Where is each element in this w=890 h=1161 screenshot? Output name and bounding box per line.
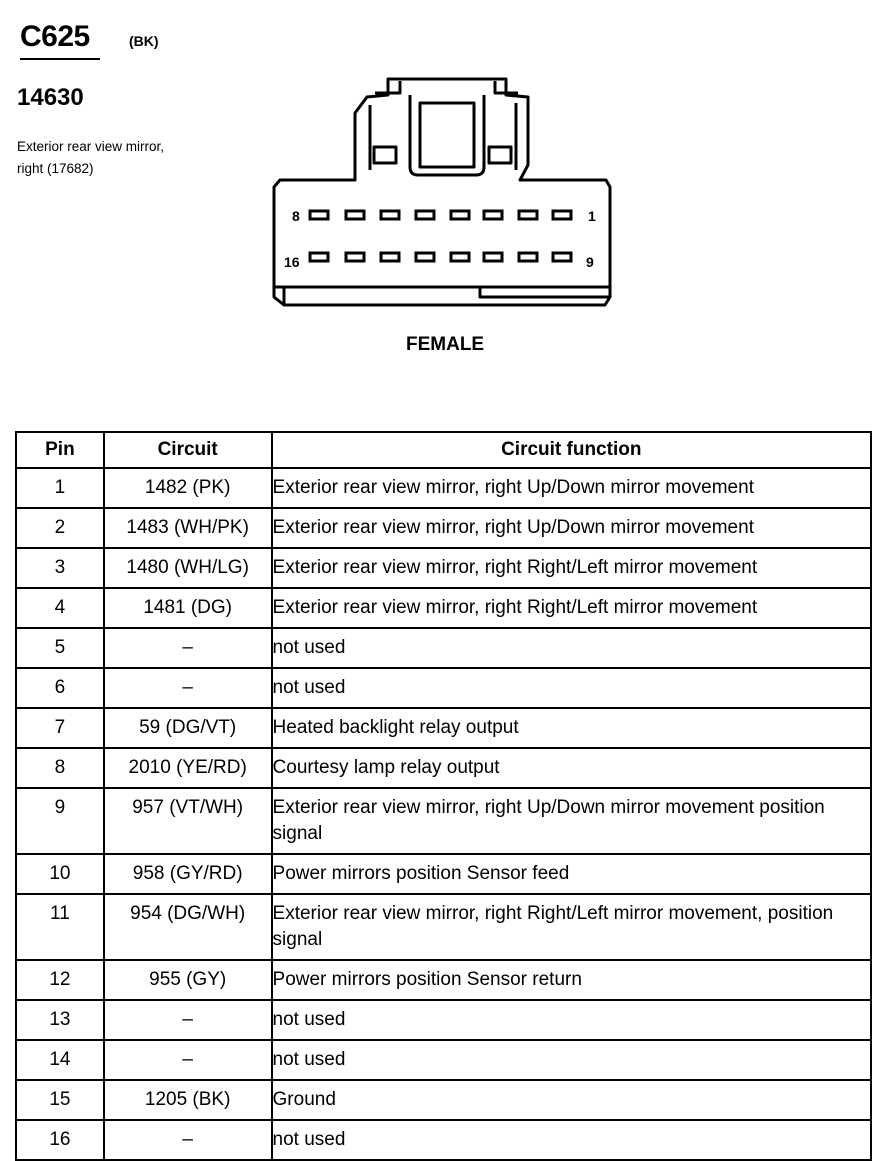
- pin-cavity-1: [553, 211, 571, 219]
- table-row: [16, 1120, 871, 1160]
- table-row: [16, 1080, 871, 1120]
- circuit-cell: 59 (DG/VT): [104, 708, 272, 748]
- pin-cavity-14: [381, 253, 399, 261]
- pin-cavity-7: [346, 211, 364, 219]
- pin-cavity-4: [451, 211, 469, 219]
- circuit-cell: 2010 (YE/RD): [104, 748, 272, 788]
- table-row: [16, 894, 871, 960]
- pin-cavity-10: [519, 253, 537, 261]
- pin-cell: 3: [16, 548, 104, 588]
- table-row: [16, 1000, 871, 1040]
- table-row: [16, 708, 871, 748]
- function-cell: Power mirrors position Sensor feed: [272, 854, 871, 894]
- pin-label-16: 16: [284, 254, 300, 270]
- pin-cavity-6: [381, 211, 399, 219]
- circuit-cell: 954 (DG/WH): [104, 894, 272, 960]
- table-row: [16, 668, 871, 708]
- pin-cavity-2: [519, 211, 537, 219]
- circuit-cell: 955 (GY): [104, 960, 272, 1000]
- pin-cell: 13: [16, 1000, 104, 1040]
- function-cell: not used: [272, 628, 871, 668]
- circuit-cell: –: [104, 1040, 272, 1080]
- pin-cavity-5: [416, 211, 434, 219]
- table-row: [16, 748, 871, 788]
- function-cell: Courtesy lamp relay output: [272, 748, 871, 788]
- function-cell: not used: [272, 668, 871, 708]
- latch-window: [420, 103, 474, 167]
- function-cell: not used: [272, 1120, 871, 1160]
- table-row: [16, 548, 871, 588]
- table-row: [16, 960, 871, 1000]
- lock-tab-left: [374, 147, 396, 163]
- pin-cavity-11: [484, 253, 502, 261]
- pin-cavity-16: [310, 253, 328, 261]
- function-cell: Exterior rear view mirror, right Up/Down mirror movement position signal: [272, 788, 871, 854]
- pin-cell: 1: [16, 468, 104, 508]
- table-row: [16, 628, 871, 668]
- pin-cell: 9: [16, 788, 104, 854]
- pin-cell: 11: [16, 894, 104, 960]
- pin-cavity-12: [451, 253, 469, 261]
- column-header-pin: Pin: [16, 432, 104, 468]
- table-row: [16, 1040, 871, 1080]
- circuit-cell: 1481 (DG): [104, 588, 272, 628]
- table-row: [16, 788, 871, 854]
- function-cell: Exterior rear view mirror, right Right/Left mirror movement: [272, 548, 871, 588]
- pin-cavity-8: [310, 211, 328, 219]
- function-cell: not used: [272, 1040, 871, 1080]
- latch-outline: [375, 81, 518, 93]
- circuit-cell: 1483 (WH/PK): [104, 508, 272, 548]
- circuit-cell: 1482 (PK): [104, 468, 272, 508]
- circuit-cell: 1205 (BK): [104, 1080, 272, 1120]
- pin-cell: 15: [16, 1080, 104, 1120]
- pin-cavity-3: [484, 211, 502, 219]
- pin-cell: 10: [16, 854, 104, 894]
- pin-label-8: 8: [292, 208, 300, 224]
- connector-gender: FEMALE: [406, 334, 485, 355]
- table-row: [16, 508, 871, 548]
- connector-color: (BK): [129, 33, 159, 49]
- column-header-circuit: Circuit: [104, 432, 272, 468]
- function-cell: Ground: [272, 1080, 871, 1120]
- pin-label-1: 1: [588, 208, 596, 224]
- connector-id: C625: [20, 20, 100, 60]
- circuit-cell: –: [104, 668, 272, 708]
- function-cell: Exterior rear view mirror, right Right/Left mirror movement, position signal: [272, 894, 871, 960]
- connector-description: Exterior rear view mirror, right (17682): [17, 139, 165, 176]
- column-header-function: Circuit function: [272, 432, 871, 468]
- pin-label-9: 9: [586, 254, 594, 270]
- table-row: [16, 854, 871, 894]
- pin-cell: 16: [16, 1120, 104, 1160]
- pin-cell: 5: [16, 628, 104, 668]
- pin-cell: 4: [16, 588, 104, 628]
- pin-cell: 8: [16, 748, 104, 788]
- table-row: [16, 468, 871, 508]
- table-row: [16, 588, 871, 628]
- circuit-cell: 957 (VT/WH): [104, 788, 272, 854]
- circuit-cell: 1480 (WH/LG): [104, 548, 272, 588]
- part-number: 14630: [17, 84, 84, 111]
- function-cell: Exterior rear view mirror, right Right/Left mirror movement: [272, 588, 871, 628]
- function-cell: not used: [272, 1000, 871, 1040]
- connector-housing: [274, 79, 610, 305]
- function-cell: Power mirrors position Sensor return: [272, 960, 871, 1000]
- function-cell: Exterior rear view mirror, right Up/Down mirror movement: [272, 508, 871, 548]
- table-header-row: [16, 432, 871, 468]
- circuit-cell: –: [104, 1120, 272, 1160]
- function-cell: Heated backlight relay output: [272, 708, 871, 748]
- pin-cell: 6: [16, 668, 104, 708]
- pin-cell: 14: [16, 1040, 104, 1080]
- pin-cavity-9: [553, 253, 571, 261]
- circuit-cell: 958 (GY/RD): [104, 854, 272, 894]
- pinout-table: [15, 431, 872, 1161]
- pin-cavity-13: [416, 253, 434, 261]
- pin-cavity-15: [346, 253, 364, 261]
- pin-cell: 12: [16, 960, 104, 1000]
- circuit-cell: –: [104, 1000, 272, 1040]
- connector-diagram: [270, 75, 615, 310]
- pin-cell: 2: [16, 508, 104, 548]
- lock-tab-right: [489, 147, 511, 163]
- circuit-cell: –: [104, 628, 272, 668]
- function-cell: Exterior rear view mirror, right Up/Down mirror movement: [272, 468, 871, 508]
- pin-cell: 7: [16, 708, 104, 748]
